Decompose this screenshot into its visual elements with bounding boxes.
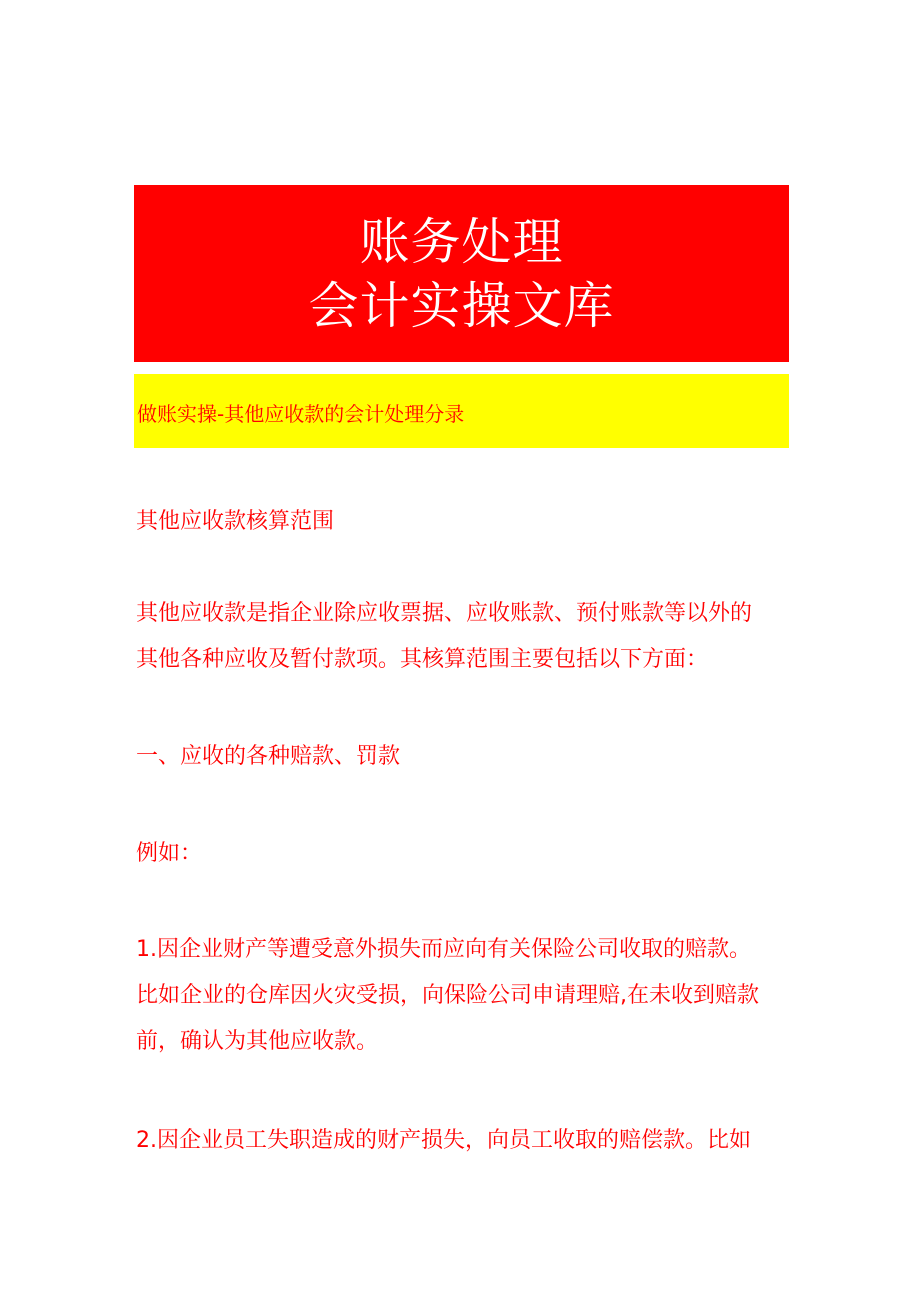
item2-paragraph — [136, 1118, 796, 1164]
item2-line: 2.因企业员工失职造成的财产损失，向员工收取的赔偿款。比如 — [136, 1128, 751, 1153]
item1-paragraph — [136, 927, 796, 1065]
intro-line: 其他各种应收及暂付款项。其核算范围主要包括以下方面： — [136, 647, 709, 672]
title-line-1: 账务处理 — [359, 212, 564, 271]
title-line-2: 会计实操文库 — [308, 276, 615, 335]
section-heading: 其他应收款核算范围 — [136, 509, 335, 534]
intro-paragraph — [136, 591, 796, 683]
section1-title-text: 一、应收的各种赔款、罚款 — [136, 744, 401, 769]
section1-title — [136, 734, 796, 780]
item1-line: 1.因企业财产等遭受意外损失而应向有关保险公司收取的赔款。 — [136, 937, 751, 962]
subtitle-banner — [134, 374, 789, 448]
subtitle-text: 做账实操-其他应收款的会计处理分录 — [137, 401, 465, 426]
intro-line: 其他应收款是指企业除应收票据、应收账款、预付账款等以外的 — [136, 601, 753, 626]
item1-line: 比如企业的仓库因火灾受损，向保险公司申请理赔,在未收到赔款 — [136, 983, 759, 1008]
title-banner — [134, 185, 789, 362]
example-label-text: 例如： — [136, 841, 203, 866]
example-label — [136, 831, 796, 877]
item1-line: 前，确认为其他应收款。 — [136, 1029, 379, 1054]
